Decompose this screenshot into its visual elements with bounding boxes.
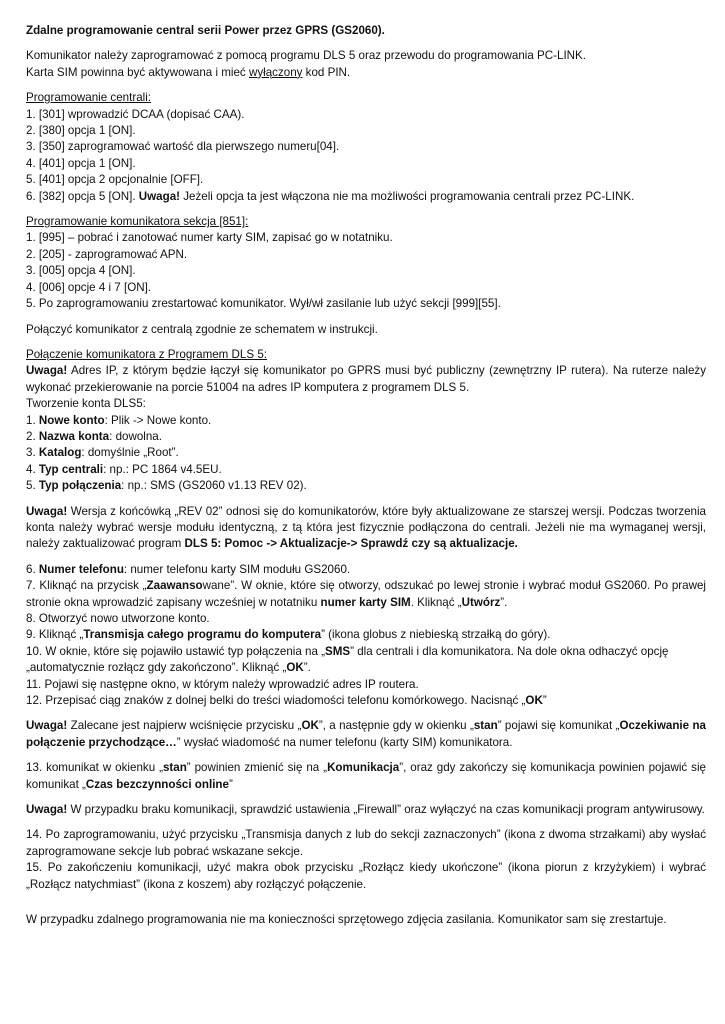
step-14: 14. Po zaprogramowaniu, użyć przycisku „Transmisja danych z lub do sekcji zaznaczonych” (ikona z dwoma strzałkami) aby wysłać zaprogramowane sekcje lub pobrać wskazane sekcje. xyxy=(26,828,706,858)
step-8: 8. Otworzyć nowo utworzone konto. xyxy=(26,612,210,625)
komunikator-section xyxy=(26,214,706,312)
komunikator-step: 2. [205] - zaprogramować APN. xyxy=(26,247,188,261)
central-step: 2. [380] opcja 1 [ON]. xyxy=(26,124,136,138)
step-7: 7. Kliknąć na przycisk „Zaawansowane”. W oknie, które się otworzy, odszukać po lewej stronie i wybrać moduł GS2060. Po prawej stronie okna wprowadzić zapisany wcześniej w notatniku numer karty SIM. Kliknąć „Utwórz”. xyxy=(26,579,706,609)
central-step: 3. [350] zaprogramować wartość dla pierwszego numeru[04]. xyxy=(26,140,340,154)
dls-account-item: 4. Typ centrali: np.: PC 1864 v4.5EU. xyxy=(26,462,222,476)
step-10: 10. W oknie, które się pojawiło ustawić typ połączenia na „SMS” dla centrali i dla komunikatora. Na dole okna odhaczyć opcję „automatycznie rozłącz gdy zakończono”. Kliknąć „OK”. xyxy=(26,644,669,675)
central-step: 1. [301] wprowadzić DCAA (dopisać CAA). xyxy=(26,107,245,121)
dls-account-item: 3. Katalog: domyślnie „Root”. xyxy=(26,446,179,460)
step-9: 9. Kliknąć „Transmisja całego programu do komputera” (ikona globus z niebieską strzałką do góry). xyxy=(26,628,551,642)
dls-account-item: 1. Nowe konto: Plik -> Nowe konto. xyxy=(26,413,212,427)
final-steps xyxy=(26,827,706,893)
central-heading: Programowanie centrali: xyxy=(26,91,152,105)
document-title: Zdalne programowanie central serii Power przez GPRS (GS2060). xyxy=(26,24,385,37)
komunikator-step: 3. [005] opcja 4 [ON]. xyxy=(26,264,136,278)
firewall-note: Uwaga! W przypadku braku komunikacji, sprawdzić ustawienia „Firewall” oraz wyłączyć na czas komunikacji program antywirusowy. xyxy=(26,803,705,817)
document-page xyxy=(26,23,706,929)
step-13: 13. komunikat w okienku „stan” powinien zmienić się na „Komunikacja”, oraz gdy zakończy się komunikacja powinien pojawić się komunikat „Czas bezczynności online” xyxy=(26,761,706,791)
closing-note: W przypadku zdalnego programowania nie ma konieczności sprzętowego zdjęcia zasilania. Komunikator sam się zrestartuje. xyxy=(26,913,667,927)
komunikator-step: 1. [995] – pobrać i zanotować numer karty SIM, zapisać go w notatniku. xyxy=(26,231,393,245)
step-11: 11. Pojawi się następne okno, w którym należy wprowadzić adres IP routera. xyxy=(26,677,419,691)
komunikator-step: 4. [006] opcje 4 i 7 [ON]. xyxy=(26,280,152,294)
dls-section xyxy=(26,347,706,495)
komunikator-heading: Programowanie komunikatora sekcja [851]: xyxy=(26,215,249,229)
central-step: 4. [401] opcja 1 [ON]. xyxy=(26,156,136,170)
dls-heading: Połączenie komunikatora z Programem DLS 5: xyxy=(26,347,268,361)
step-12: 12. Przepisać ciąg znaków z dolnej belki do treści wiadomości telefonu komórkowego. Nacisnąć „OK” xyxy=(26,694,547,708)
steps-section xyxy=(26,562,706,710)
rev-note: Uwaga! Wersja z końcówką „REV 02” odnosi się do komunikatorów, które były aktualizowane ze starszej wersji. Podczas tworzenia konta należy wybrać wersje modułu identyczną, z tą która jest fizycznie podłączona do centrali. Jeżeli nie ma wymaganej wersji, należy zaktualizować program DLS 5: Pomoc -> Aktualizacje-> Sprawdź czy są aktualizacje. xyxy=(26,504,706,551)
intro-section xyxy=(26,48,706,81)
komunikator-step: 5. Po zaprogramowaniu zrestartować komunikator. Wył/wł zasilanie lub użyć sekcji [999][55]. xyxy=(26,297,501,311)
intro-line-1: Komunikator należy zaprogramować z pomocą programu DLS 5 oraz przewodu do programowania PC-LINK. xyxy=(26,49,586,63)
dls-warning: Uwaga! Adres IP, z którym będzie łączył się komunikator po GPRS musi być publiczny (zewnętrzny IP rutera). Na ruterze należy wykonać przekierowanie na porcie 51004 na adres IP komputera z programem DLS 5. xyxy=(26,364,706,394)
dls-account-item: 5. Typ połączenia: np.: SMS (GS2060 v1.13 REV 02). xyxy=(26,479,307,493)
step-6: 6. Numer telefonu: numer telefonu karty SIM modułu GS2060. xyxy=(26,562,351,576)
connect-note: Połączyć komunikator z centralą zgodnie ze schematem w instrukcji. xyxy=(26,322,378,336)
central-step: 5. [401] opcja 2 opcjonalnie [OFF]. xyxy=(26,173,204,187)
ok-note: Uwaga! Zalecane jest najpierw wciśnięcie przycisku „OK”, a następnie gdy w okienku „stan” pojawi się komunikat „Oczekiwanie na połączenie przychodzące…” wysłać wiadomość na numer telefonu (karty SIM) komunikatora. xyxy=(26,719,706,749)
central-step: 6. [382] opcja 5 [ON]. Uwaga! Jeżeli opcja ta jest włączona nie ma możliwości programowania centrali przez PC-LINK. xyxy=(26,189,635,203)
dls-account-heading: Tworzenie konta DLS5: xyxy=(26,397,146,411)
dls-account-item: 2. Nazwa konta: dowolna. xyxy=(26,429,162,443)
intro-line-2: Karta SIM powinna być aktywowana i mieć wyłączony kod PIN. xyxy=(26,65,351,79)
step-15: 15. Po zakończeniu komunikacji, użyć makra obok przycisku „Rozłącz kiedy ukończone” (ikona piorun z krzyżykiem) i wybrać „Rozłącz natychmiast” (ikona z koszem) aby rozłączyć połączenie. xyxy=(26,861,706,891)
central-section xyxy=(26,90,706,205)
